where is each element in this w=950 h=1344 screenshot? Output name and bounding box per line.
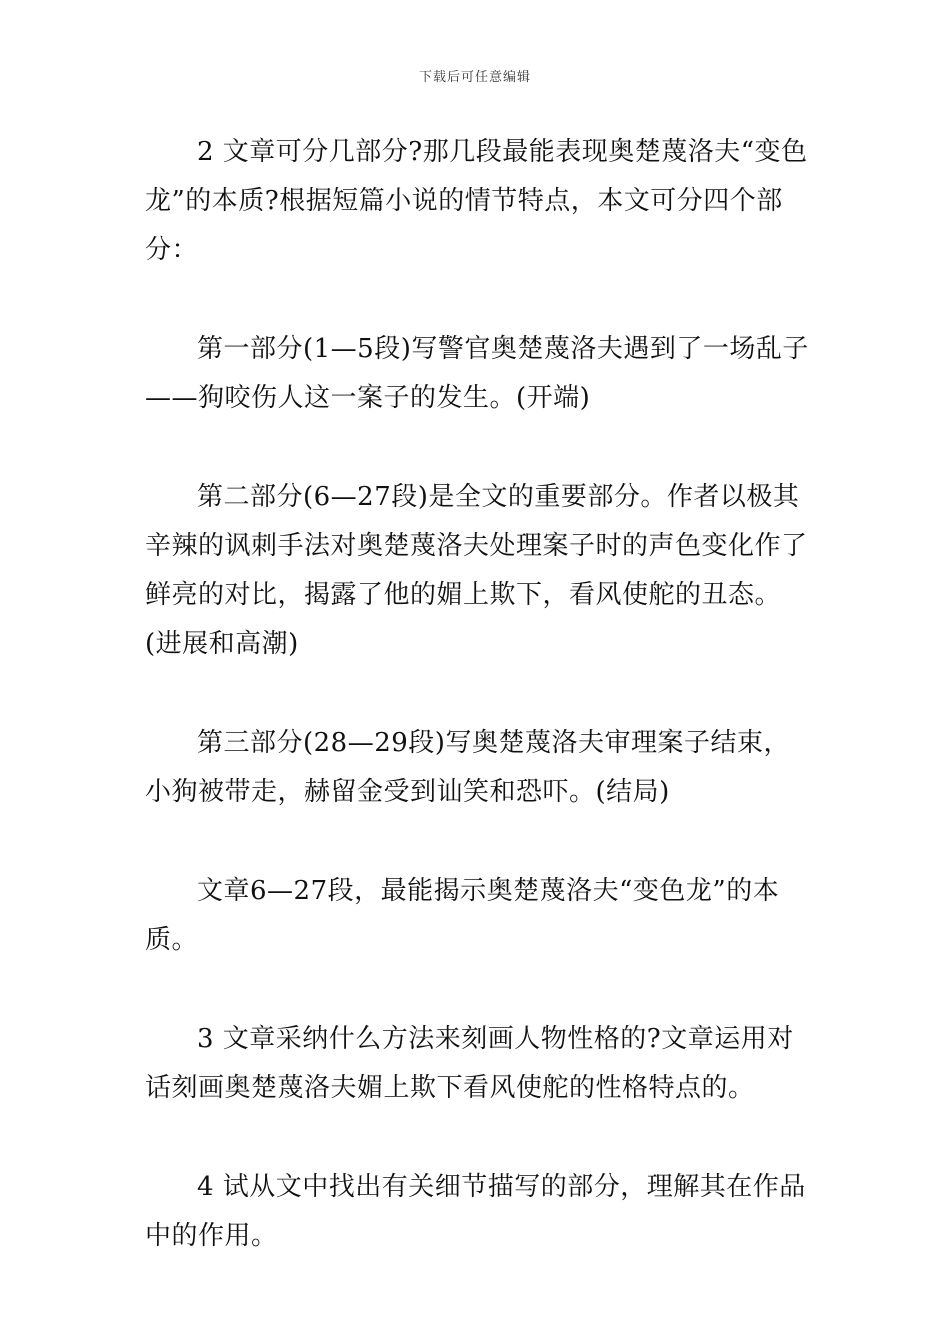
- paragraph-part-2: 第二部分(6—27段)是全文的重要部分。作者以极其辛辣的讽刺手法对奥楚蔑洛夫处理案子时的声色变化作了鲜亮的对比，揭露了他的媚上欺下，看风使舵的丑态。(进展和高潮): [145, 482, 808, 659]
- paragraph-part-1: 第一部分(1—5段)写警官奥楚蔑洛夫遇到了一场乱子——狗咬伤人这一案子的发生。(开端): [145, 334, 809, 413]
- paragraph-part-3: 第三部分(28—29段)写奥楚蔑洛夫审理案子结束，小狗被带走，赫留金受到讪笑和恐吓。(结局): [145, 728, 790, 807]
- paragraph-question-4: 4 试从文中找出有关细节描写的部分，理解其在作品中的作用。: [145, 1172, 806, 1251]
- document-body: [145, 128, 809, 1311]
- paragraph-question-2: 2 文章可分几部分?那几段最能表现奥楚蔑洛夫“变色龙”的本质?根据短篇小说的情节特点，本文可分四个部分：: [145, 137, 808, 265]
- paragraph-conclusion: 文章6—27段，最能揭示奥楚蔑洛夫“变色龙”的本质。: [145, 876, 780, 955]
- page-header: 下载后可任意编辑: [418, 70, 531, 85]
- paragraph-question-3: 3 文章采纳什么方法来刻画人物性格的?文章运用对话刻画奥楚蔑洛夫媚上欺下看风使舵的性格特点的。: [145, 1024, 794, 1103]
